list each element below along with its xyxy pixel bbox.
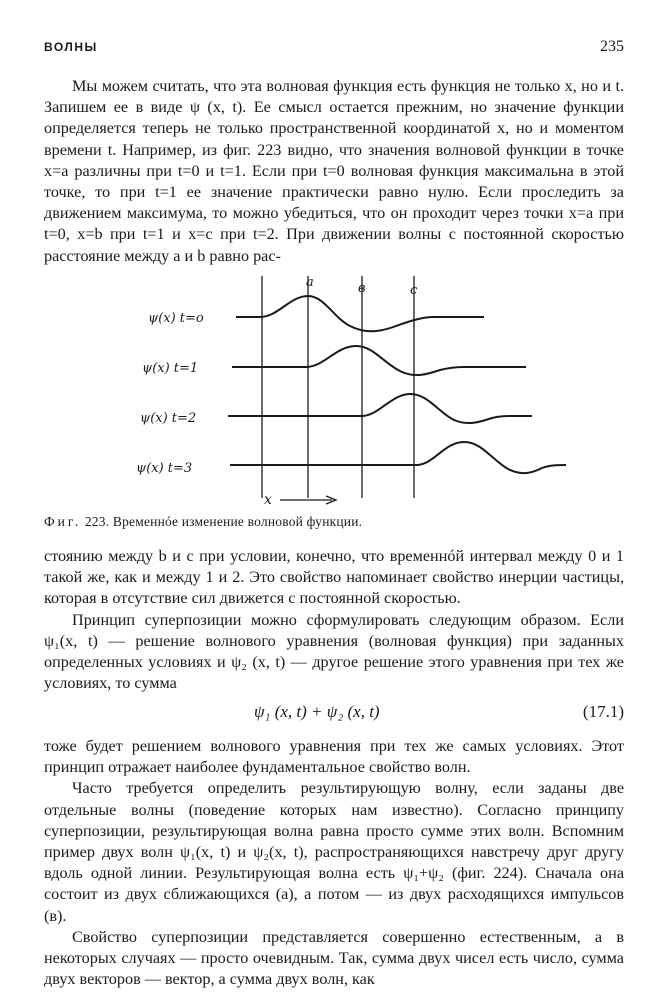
running-head: ВОЛНЫ: [44, 40, 98, 54]
x-axis-label: x: [264, 492, 272, 508]
wave-t3: [230, 442, 566, 473]
caption-lead: Фиг.: [44, 514, 82, 529]
figure-caption: [44, 514, 362, 530]
wave-t1: [232, 346, 526, 375]
paragraph-superposition-principle: Принцип суперпозиции можно сформулировать следующим образом. Если ψ₁(x, t) — решение волнового уравнения (волновая функция) при заданных определенных условиях и ψ₂ (x, t) — другое решение этого уравнения при тех же условиях, то сумма: [44, 610, 624, 693]
paragraph-wave-function-time: [44, 76, 624, 267]
row-label-t1: ψ(x) t=1: [142, 361, 199, 376]
equation-formula: ψ₁ (x, t) + ψ₂ (x, t): [254, 702, 380, 721]
paragraph-superposition-natural: Свойство суперпозиции представляется совершенно естественным, а в некоторых случаях — просто очевидным. Так, сумма двух чисел есть число, сумма двух векторов — вектор, а сумма двух волн, как: [44, 927, 624, 989]
row-label-t3: ψ(x) t=3: [136, 461, 193, 476]
page-header: [44, 40, 624, 60]
row-label-t2: ψ(x) t=2: [140, 411, 197, 426]
figure-223: [44, 266, 624, 536]
equation-number: (17.1): [582, 702, 624, 721]
paragraph-continuation: стоянию между b и c при условии, конечно, что временнóй интервал между 0 и 1 такой же, как и между 1 и 2. Это свойство напоминает свойство инерции частицы, которая в отсутствие сил движется с постоянной скоростью.: [44, 547, 624, 608]
page-number: 235: [600, 38, 624, 55]
row-label-t0: ψ(x) t=o: [148, 311, 204, 326]
caption-text: 223. Временнóе изменение волновой функции.: [84, 514, 363, 529]
paragraph-resulting-wave: [44, 736, 624, 990]
paragraph-resulting-wave-text: Часто требуется определить результирующую волну, если заданы две отдельные волны (поведение которых нам известно). Согласно принципу суперпозиции, результирующая волна равна просто сумме этих волн. Вспомним пример двух волн ψ₁(x, t) и ψ₂(x, t), распространяющихся навстречу друг другу вдоль одной линии. Результирующая волна есть ψ₁+ψ₂ (фиг. 224). Сначала она состоит из двух сближающихся (a), а потом — из двух расходящихся импульсов (в).: [44, 779, 624, 925]
paragraph-continuation-2: тоже будет решением волнового уравнения при тех же самых условиях. Этот принцип отражает наиболее фундаментальное свойство волн.: [44, 737, 624, 777]
label-c: c: [410, 283, 418, 298]
wave-t2: [228, 394, 532, 423]
wave-t0: [236, 296, 484, 331]
wave-diagram: [44, 266, 624, 511]
paragraph-superposition: [44, 546, 624, 694]
paragraph-text: Мы можем считать, что эта волновая функция есть функция не только x, но и t. Запишем ее в виде ψ (x, t). Ее смысл остается прежним, но значение функции определяется теперь не только пространственной координатой x, но и моментом времени t. Например, из фиг. 223 видно, что значения волновой функции в точке x=a различны при t=0 и t=1. Если при t=0 волновая функция максимальна в этой точке, то при t=1 ее значение практически равно нулю. Если проследить за движением максимума, то можно убедиться, что он проходит через точки x=a при t=0, x=b при t=1 и x=c при t=2. При движении волны с постоянной скоростью расстояние между a и b равно рас-: [44, 77, 624, 265]
label-b: в: [358, 281, 366, 296]
equation-17-1: [44, 702, 624, 726]
label-a: a: [306, 275, 314, 290]
